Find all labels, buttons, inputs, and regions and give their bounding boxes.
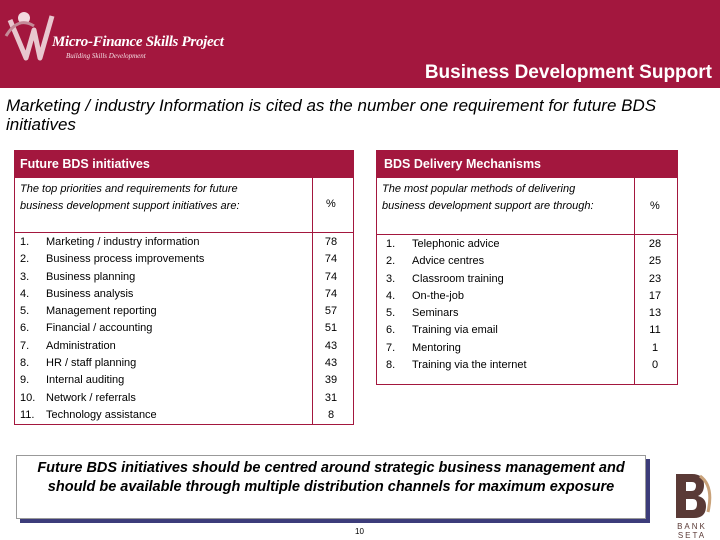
future-bds-item-number: 11.: [20, 408, 35, 421]
bank-seta-logo-icon: [664, 466, 720, 540]
future-bds-item-label: Technology assistance: [46, 408, 157, 421]
future-bds-item-label: Administration: [46, 339, 116, 352]
bds-delivery-item-value: 28: [648, 238, 662, 250]
bds-delivery-list-item: [386, 253, 626, 270]
bank-logo-line-2: SETA: [677, 531, 707, 540]
future-bds-item-number: 10.: [20, 391, 36, 404]
future-bds-item-number: 4.: [20, 287, 30, 300]
future-bds-item-value: 74: [324, 287, 338, 300]
future-bds-list-item: [20, 390, 300, 407]
future-bds-item-label: Financial / accounting: [46, 322, 153, 335]
right-panel-pct-separator: [634, 178, 635, 385]
future-bds-intro: The top priorities and requirements for future business development support initiatives are:: [20, 183, 240, 212]
future-bds-item-value: 43: [324, 339, 338, 352]
future-bds-panel: [14, 150, 354, 425]
future-bds-list-item: [20, 303, 300, 320]
conclusion-box: [16, 455, 646, 519]
bds-delivery-item-number: 6.: [386, 324, 396, 337]
bds-delivery-list-item: [386, 357, 626, 374]
logo-subtitle: Building Skills Development: [66, 52, 146, 60]
future-bds-item-value: 78: [324, 236, 338, 248]
bds-delivery-item-label: Classroom training: [412, 272, 504, 285]
bds-delivery-item-value: 25: [648, 255, 662, 268]
bds-delivery-list-item: [386, 340, 626, 357]
bds-delivery-item-number: 4.: [386, 289, 396, 302]
left-panel-pct-separator: [312, 178, 313, 425]
bds-delivery-item-label: Seminars: [412, 307, 459, 320]
future-bds-values: [314, 234, 348, 424]
future-bds-list-item: [20, 355, 300, 372]
future-bds-item-label: Business process improvements: [46, 253, 205, 266]
bds-delivery-item-value: 23: [648, 272, 662, 285]
future-bds-item-value: 43: [324, 357, 338, 370]
future-bds-item-label: Marketing / industry information: [46, 236, 200, 248]
slide-subtitle: Marketing / industry Information is cited as the number one requirement for future BDS initiatives: [6, 96, 657, 134]
bds-delivery-item-value: 1: [651, 341, 659, 354]
bds-delivery-item-value: 11: [649, 324, 661, 337]
bds-delivery-item-value: 13: [648, 307, 662, 320]
future-bds-list-item: [20, 320, 300, 337]
future-bds-item-number: 1.: [20, 236, 30, 248]
future-bds-item-number: 2.: [20, 253, 30, 266]
future-bds-item-number: 8.: [20, 357, 30, 370]
future-bds-divider: [14, 232, 354, 233]
future-bds-item-value: 57: [324, 305, 338, 318]
bds-delivery-list-item: [386, 271, 626, 288]
bds-delivery-item-label: On-the-job: [412, 289, 464, 302]
bds-delivery-item-number: 8.: [386, 359, 396, 372]
future-bds-item-value: 31: [324, 391, 338, 404]
future-bds-heading: Future BDS initiatives: [14, 150, 353, 178]
future-bds-item-label: Business analysis: [46, 287, 134, 300]
future-bds-item-number: 5.: [20, 305, 30, 318]
bds-delivery-item-label: Mentoring: [412, 341, 461, 354]
bds-delivery-item-label: Telephonic advice: [412, 238, 500, 250]
bds-delivery-list-item: [386, 322, 626, 339]
bds-delivery-list: [386, 236, 626, 374]
future-bds-pct-header: %: [326, 198, 336, 210]
bds-delivery-panel: [376, 150, 678, 385]
bds-delivery-list-item: [386, 236, 626, 253]
bds-delivery-list-item: [386, 305, 626, 322]
conclusion-text: Future BDS initiatives should be centred around strategic business management and should be available through multiple distribution channels for maximum exposure: [37, 460, 625, 495]
page-number: 10: [355, 527, 364, 536]
bds-delivery-item-value: 0: [651, 359, 659, 372]
bds-delivery-item-number: 1.: [386, 238, 396, 250]
future-bds-list-item: [20, 338, 300, 355]
bds-delivery-pct-header: %: [650, 200, 660, 212]
logo-text: Micro-Finance Skills Project: [52, 34, 224, 50]
future-bds-list-item: [20, 251, 300, 268]
future-bds-list-item: [20, 269, 300, 286]
right-panel-border: [376, 178, 377, 385]
future-bds-item-label: Internal auditing: [46, 374, 125, 387]
bds-delivery-item-label: Training via email: [412, 324, 498, 337]
future-bds-item-value: 8: [327, 408, 335, 421]
bds-delivery-intro: The most popular methods of delivering business development support are through:: [382, 183, 594, 212]
left-panel-border: [14, 178, 15, 425]
future-bds-list: [20, 234, 300, 424]
bds-delivery-item-number: 7.: [386, 341, 396, 354]
future-bds-item-label: Business planning: [46, 270, 136, 283]
page-title: Business Development Support: [424, 62, 712, 83]
future-bds-list-item: [20, 372, 300, 389]
left-panel-bottom-border: [14, 424, 354, 425]
future-bds-item-label: Network / referrals: [46, 391, 136, 404]
bds-delivery-item-label: Advice centres: [412, 255, 485, 268]
bank-logo-line-1: BANK: [677, 522, 707, 531]
future-bds-list-item: [20, 286, 300, 303]
bds-delivery-item-label: Training via the internet: [412, 359, 527, 372]
future-bds-item-number: 7.: [20, 339, 30, 352]
bds-delivery-item-number: 5.: [386, 307, 396, 320]
future-bds-item-value: 39: [324, 374, 338, 387]
bds-delivery-list-item: [386, 288, 626, 305]
future-bds-item-label: Management reporting: [46, 305, 157, 318]
right-panel-bottom-border: [376, 384, 678, 385]
future-bds-list-item: [20, 234, 300, 251]
bds-delivery-item-number: 2.: [386, 255, 396, 268]
bds-delivery-item-value: 17: [648, 289, 662, 302]
future-bds-item-number: 3.: [20, 270, 30, 283]
bds-delivery-item-number: 3.: [386, 272, 396, 285]
future-bds-item-label: HR / staff planning: [46, 357, 137, 370]
future-bds-item-number: 6.: [20, 322, 30, 335]
future-bds-item-number: 9.: [20, 374, 30, 387]
future-bds-list-item: [20, 407, 300, 424]
bds-delivery-heading: BDS Delivery Mechanisms: [376, 150, 677, 178]
future-bds-item-value: 74: [324, 253, 338, 266]
bds-delivery-divider: [376, 234, 678, 235]
future-bds-item-value: 74: [324, 270, 338, 283]
future-bds-item-value: 51: [324, 322, 338, 335]
bds-delivery-values: [638, 236, 672, 374]
